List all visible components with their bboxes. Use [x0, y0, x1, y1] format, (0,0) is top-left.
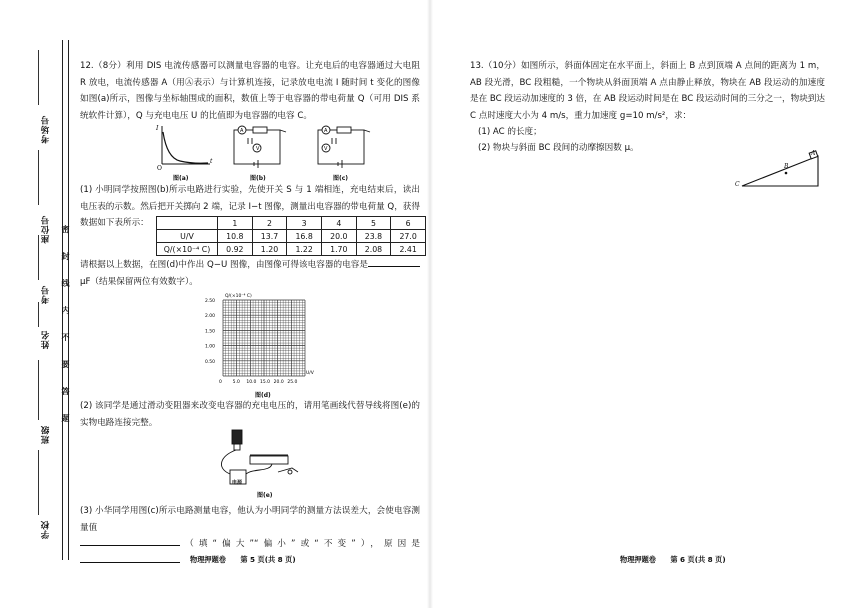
q12-data-table	[156, 216, 426, 256]
x-tick-label: 25.0	[287, 380, 298, 385]
table-cell: U/V	[157, 230, 218, 243]
table-cell: 0.92	[218, 243, 253, 256]
table-cell: Q/(×10⁻⁴ C)	[157, 243, 218, 256]
table-cell: 1.70	[321, 243, 356, 256]
binding-label-seat: 座位号	[41, 215, 51, 244]
q13-sub2: (2) 物块与斜面 BC 段间的动摩擦因数 μ。	[478, 143, 639, 153]
q12-part1b	[80, 257, 420, 290]
q12-intro: 12.（8分）利用 DIS 电流传感器可以测量电容器的电容。让充电后的电容器通过大电阻 R 放电，电流传感器 A（用Ⓐ表示）与计算机连接，记录放电电流 I 随时间 t 变化的图像如图(a)所示，图像与坐标轴围成的面积，数值上等于电容器的带电荷量 Q（可用 DIS 系统软件计算），Q 与充电电压 U 的比值即为电容器的电容 C。	[80, 61, 420, 121]
table-cell: 16.8	[287, 230, 322, 243]
x-tick-label: 15.0	[260, 380, 271, 385]
rheostat-part	[250, 456, 288, 464]
table-header-row	[157, 217, 426, 230]
point-b	[785, 172, 788, 175]
y-tick-label: 2.50	[205, 299, 216, 304]
binding-margin	[28, 40, 74, 560]
fig-e-physical-circuit	[210, 428, 310, 488]
y-axis-label: Q/(×10⁻⁴ C)	[225, 294, 252, 299]
table-cell: 10.8	[218, 230, 253, 243]
table-cell: 2.41	[391, 243, 426, 256]
school-field[interactable]	[38, 450, 49, 515]
table-cell: 27.0	[391, 230, 426, 243]
svg-text:V: V	[324, 146, 328, 152]
q12-part3b-text: （填“偏大”“偏小”或“不变”），原因是	[180, 539, 420, 549]
binding-line	[68, 40, 69, 560]
table-cell: 23.8	[356, 230, 391, 243]
seal-char: 答	[61, 387, 70, 395]
q12-part2: (2) 该同学是通过滑动变阻器来改变电容器的充电电压的，请用笔画线代替导线将图(e)的实物电路连接完整。	[80, 401, 420, 428]
svg-text:V: V	[256, 146, 260, 152]
table-row	[157, 243, 426, 256]
y-tick-label: 0.50	[205, 359, 216, 365]
x-tick-label: 20.0	[273, 380, 284, 385]
label-c: C	[735, 181, 740, 188]
binding-label-class: 班级	[41, 425, 51, 444]
capacitor-part	[232, 430, 242, 444]
q13-text: 13.（10分）如图所示，斜面体固定在水平面上，斜面上 B 点到顶端 A 点间的距离为 1 m，AB 段光滑，BC 段粗糙，一个物块从斜面顶端 A 点由静止释放，物块在 AB 段运动的加速度是在 BC 段运动加速度的 3 倍，在 AB 段运动时间是在 BC 段运动时间的三分之一，物块到达 C 点时速度大小为 4 m/s，重力加速度 g=10 m/s²，求：	[470, 61, 825, 121]
table-cell: 1.22	[287, 243, 322, 256]
seal-char: 题	[61, 414, 70, 422]
fig-a-decay-graph	[155, 125, 213, 172]
svg-text:O: O	[157, 165, 162, 172]
svg-text:t: t	[210, 158, 213, 165]
q12-part1b-tail: μF（结果保留两位有效数字）。	[80, 276, 198, 287]
capacitance-answer-blank[interactable]	[368, 257, 420, 267]
seal-char: 线	[61, 279, 70, 287]
table-header-cell: 5	[356, 217, 391, 230]
seal-char: 封	[61, 252, 70, 260]
x-tick-label: 0	[219, 380, 222, 385]
label-b: B	[784, 163, 789, 170]
x-axis-label: U/V	[306, 371, 314, 376]
fig-e-caption: 图(e)	[257, 492, 273, 499]
class-field[interactable]	[38, 360, 49, 420]
fig-d-caption: 图(d)	[255, 392, 271, 399]
q12-graph-d	[205, 292, 315, 387]
page-fold	[427, 0, 433, 608]
table-cell: 1.20	[252, 243, 287, 256]
y-tick-label: 1.00	[205, 344, 216, 350]
reason-answer-blank[interactable]	[80, 553, 180, 563]
seal-char: 密	[61, 225, 70, 233]
exam-room-field[interactable]	[38, 50, 49, 105]
error-answer-blank[interactable]	[80, 536, 180, 546]
y-tick-label: 2.00	[205, 314, 216, 320]
table-header-cell: 3	[287, 217, 322, 230]
table-cell: 13.7	[252, 230, 287, 243]
seal-char: 要	[61, 360, 70, 368]
fig-b-caption: 图(b)	[250, 175, 266, 182]
table-header-cell	[157, 217, 218, 230]
exam-number-field[interactable]	[38, 235, 49, 280]
x-tick-label: 5.0	[232, 380, 240, 385]
table-header-cell: 2	[252, 217, 287, 230]
table-cell: 2.08	[356, 243, 391, 256]
binding-label-school: 学校	[41, 520, 51, 539]
binding-label-exam-room: 考场号	[41, 115, 51, 144]
seal-char: 不	[61, 333, 70, 341]
q13-sub1: (1) AC 的长度；	[478, 127, 542, 137]
q12-part3-text: (3) 小华同学用图(c)所示电路测量电容，他认为小明同学的测量方法误差大，会使电容测量值	[80, 506, 420, 533]
table-cell: 20.0	[321, 230, 356, 243]
binding-label-exam-number: 考号	[41, 285, 51, 304]
table-header-cell: 6	[391, 217, 426, 230]
q12-part1b-text: 请根据以上数据，在图(d)中作出 Q−U 图像，由图像可得该电容器的电容是	[80, 260, 368, 270]
incline-triangle	[742, 156, 818, 186]
x-tick-label: 10.0	[246, 380, 257, 385]
page-5-footer: 物理押题卷 第 5 页(共 8 页)	[190, 555, 296, 564]
table-row	[157, 230, 426, 243]
q12-figures-abc	[150, 120, 420, 182]
fig-c-caption: 图(c)	[333, 175, 349, 182]
table-header-cell: 1	[218, 217, 253, 230]
table-header-cell: 4	[321, 217, 356, 230]
svg-text:A: A	[324, 128, 328, 134]
seal-char: 内	[61, 306, 70, 314]
y-tick-label: 1.50	[205, 329, 216, 335]
seat-field[interactable]	[38, 150, 49, 205]
fig-a-caption: 图(a)	[173, 175, 189, 182]
binding-line	[62, 40, 63, 560]
svg-text:I: I	[156, 125, 159, 132]
name-field[interactable]	[38, 302, 49, 327]
svg-text:A: A	[240, 128, 244, 134]
graph-d-grid	[205, 292, 315, 387]
binding-label-name: 姓名	[41, 330, 51, 349]
label-a: A	[811, 150, 816, 157]
q12-part1: (1) 小明同学按照图(b)所示电路进行实验，先使开关 S 与 1 端相连，充电结束后，读出电压表的示数。然后把开关掷向 2 端，记录 I−t 图像，测量出电容器的带电荷量 Q，获得数据如下表所示：	[80, 185, 420, 228]
page-6-footer: 物理押题卷 第 6 页(共 8 页)	[620, 555, 726, 564]
power-label: 电源	[232, 480, 243, 486]
